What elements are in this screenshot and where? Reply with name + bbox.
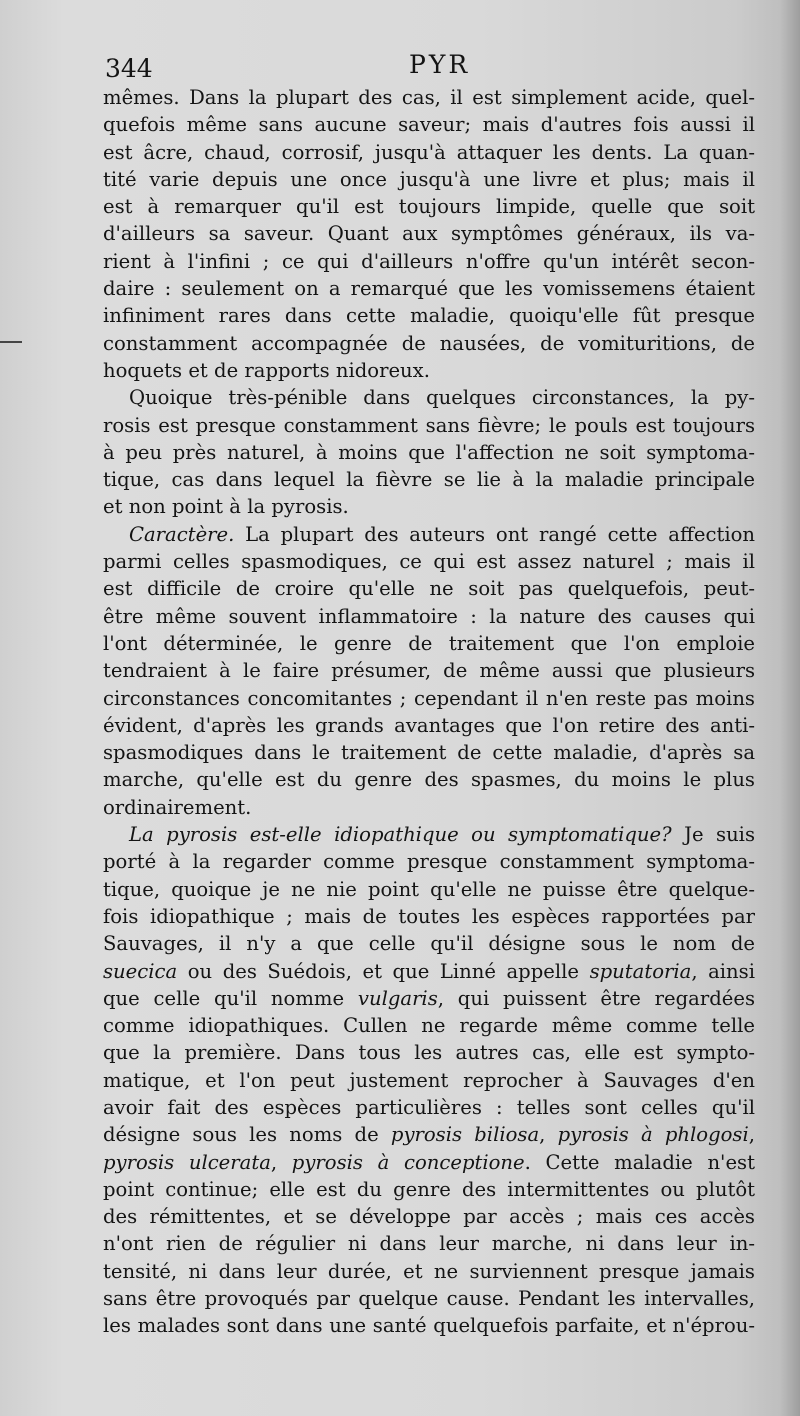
- text-line: [103, 603, 755, 630]
- text-line: [103, 575, 755, 602]
- text-line: [103, 275, 755, 302]
- italic-text: vulgaris: [357, 986, 438, 1010]
- text-line: [103, 412, 755, 439]
- line-text: l'ont déterminée, le genre de traitement que l'on emploie: [103, 631, 755, 655]
- text-line: [103, 739, 755, 766]
- text-line: [103, 1203, 755, 1230]
- line-text: les malades sont dans une santé quelquefois parfaite, et n'éprou-: [103, 1314, 755, 1338]
- text-line: [103, 1285, 755, 1312]
- line-text: fois idiopathique ; mais de toutes les espèces rapportées par: [103, 904, 755, 928]
- line-text: . Cette maladie n'est: [524, 1150, 755, 1174]
- line-text: est âcre, chaud, corrosif, jusqu'à attaquer les dents. La quan-: [103, 140, 755, 164]
- text-line: [103, 1149, 755, 1176]
- line-text: désigne sous les noms de: [103, 1123, 391, 1147]
- line-text: Sauvages, il n'y a que celle qu'il désigne sous le nom de: [103, 932, 755, 956]
- page-edge-shadow: [780, 0, 800, 1416]
- line-text: avoir fait des espèces particulières : telles sont celles qu'il: [103, 1095, 755, 1119]
- text-line: [103, 111, 755, 138]
- line-text: , ainsi: [691, 959, 755, 983]
- italic-text: sputatoria: [589, 959, 692, 983]
- line-text: ,: [270, 1150, 292, 1174]
- text-line: [103, 1312, 755, 1339]
- text-line: [103, 466, 755, 493]
- text-line: [103, 1258, 755, 1285]
- line-text: n'ont rien de régulier ni dans leur marche, ni dans leur in-: [103, 1232, 755, 1256]
- text-line: [103, 630, 755, 657]
- line-text: d'ailleurs sa saveur. Quant aux symptômes généraux, ils va-: [103, 222, 755, 246]
- line-text: ou des Suédois, et que Linné appelle: [177, 959, 590, 983]
- line-text: tité varie depuis une once jusqu'à une livre et plus; mais il: [103, 167, 755, 191]
- line-text: être même souvent inflammatoire : la nature des causes qui: [103, 604, 755, 628]
- text-line: [103, 1039, 755, 1066]
- line-text: , qui puissent être regardées: [437, 986, 755, 1010]
- line-text: spasmodiques dans le traitement de cette maladie, d'après sa: [103, 741, 755, 765]
- line-text: daire : seulement on a remarqué que les vomissemens étaient: [103, 277, 755, 301]
- italic-text: pyrosis à conceptione: [291, 1150, 525, 1174]
- line-text: sans être provoqués par quelque cause. Pendant les intervalles,: [103, 1287, 755, 1311]
- line-text: porté à la regarder comme presque constamment symptoma-: [103, 850, 755, 874]
- text-line: [103, 357, 755, 384]
- text-line: [103, 493, 755, 520]
- italic-text: pyrosis biliosa: [390, 1123, 540, 1147]
- text-line: [103, 1121, 755, 1148]
- line-text: ,: [539, 1123, 558, 1147]
- italic-text: pyrosis à phlogosi: [557, 1123, 749, 1147]
- italic-text: La pyrosis est-elle idiopathique ou symptomatique?: [129, 823, 672, 847]
- text-line: [103, 1067, 755, 1094]
- line-text: mêmes. Dans la plupart des cas, il est simplement acide, quel-: [103, 86, 755, 109]
- page-number: 344: [105, 54, 153, 83]
- text-line: [103, 548, 755, 575]
- text-line: [103, 876, 755, 903]
- text-line: [103, 139, 755, 166]
- text-line: [103, 521, 755, 548]
- text-line: [103, 848, 755, 875]
- line-text: que celle qu'il nomme: [103, 986, 358, 1010]
- text-line: [103, 1094, 755, 1121]
- text-line: [103, 766, 755, 793]
- text-line: [103, 193, 755, 220]
- line-text: point continue; elle est du genre des intermittentes ou plutôt: [103, 1177, 755, 1201]
- italic-text: Caractère.: [129, 522, 235, 546]
- line-text: circonstances concomitantes ; cependant il n'en reste pas moins: [103, 686, 755, 710]
- line-text: matique, et l'on peut justement reprocher à Sauvages d'en: [103, 1068, 755, 1092]
- line-text: à peu près naturel, à moins que l'affection ne soit symptoma-: [103, 440, 755, 464]
- line-text: La plupart des auteurs ont rangé cette affection: [234, 522, 755, 546]
- text-line: [103, 712, 755, 739]
- text-line: [103, 248, 755, 275]
- line-text: infiniment rares dans cette maladie, quoiqu'elle fût presque: [103, 304, 755, 328]
- text-line: [103, 685, 755, 712]
- page-header: [103, 50, 755, 86]
- text-line: [103, 1012, 755, 1039]
- line-text: parmi celles spasmodiques, ce qui est assez naturel ; mais il: [103, 550, 755, 574]
- running-head: PYR: [409, 50, 471, 79]
- line-text: des rémittentes, et se développe par accès ; mais ces accès: [103, 1205, 755, 1229]
- line-text: comme idiopathiques. Cullen ne regarde même comme telle: [103, 1014, 755, 1038]
- line-text: hoquets et de rapports nidoreux.: [103, 358, 430, 382]
- text-line: [103, 657, 755, 684]
- line-text: Quoique très-pénible dans quelques circonstances, la py-: [129, 386, 755, 410]
- margin-mark: [0, 341, 22, 343]
- text-line: [103, 1176, 755, 1203]
- text-line: [103, 1230, 755, 1257]
- text-line: [103, 330, 755, 357]
- line-text: évident, d'après les grands avantages que l'on retire des anti-: [103, 713, 755, 737]
- line-text: tique, quoique je ne nie point qu'elle ne puisse être quelque-: [103, 877, 755, 901]
- line-text: que la première. Dans tous les autres cas, elle est sympto-: [103, 1041, 755, 1065]
- line-text: ordinairement.: [103, 795, 252, 819]
- text-line: [103, 903, 755, 930]
- line-text: quefois même sans aucune saveur; mais d'autres fois aussi il: [103, 113, 755, 137]
- line-text: rient à l'infini ; ce qui d'ailleurs n'offre qu'un intérêt secon-: [103, 249, 755, 273]
- line-text: tendraient à le faire présumer, de même aussi que plusieurs: [103, 659, 755, 683]
- text-line: [103, 958, 755, 985]
- text-line: [103, 302, 755, 329]
- line-text: marche, qu'elle est du genre des spasmes, du moins le plus: [103, 768, 755, 792]
- text-line: [103, 166, 755, 193]
- text-line: [103, 220, 755, 247]
- body-text: [103, 84, 755, 1340]
- italic-text: suecica: [103, 959, 178, 983]
- line-text: est difficile de croire qu'elle ne soit pas quelquefois, peut-: [103, 577, 755, 601]
- text-line: [103, 384, 755, 411]
- line-text: ,: [748, 1123, 755, 1147]
- text-line: [103, 930, 755, 957]
- text-line: [103, 794, 755, 821]
- line-text: et non point à la pyrosis.: [103, 495, 349, 519]
- line-text: tensité, ni dans leur durée, et ne surviennent presque jamais: [103, 1259, 755, 1283]
- line-text: tique, cas dans lequel la fièvre se lie à la maladie principale: [103, 468, 755, 492]
- text-line: [103, 84, 755, 111]
- line-text: Je suis: [671, 823, 755, 847]
- text-line: [103, 985, 755, 1012]
- text-line: [103, 439, 755, 466]
- line-text: rosis est presque constamment sans fièvre; le pouls est toujours: [103, 413, 755, 437]
- text-line: [103, 821, 755, 848]
- line-text: constamment accompagnée de nausées, de vomituritions, de: [103, 331, 755, 355]
- italic-text: pyrosis ulcerata: [103, 1150, 271, 1174]
- line-text: est à remarquer qu'il est toujours limpide, quelle que soit: [103, 195, 755, 219]
